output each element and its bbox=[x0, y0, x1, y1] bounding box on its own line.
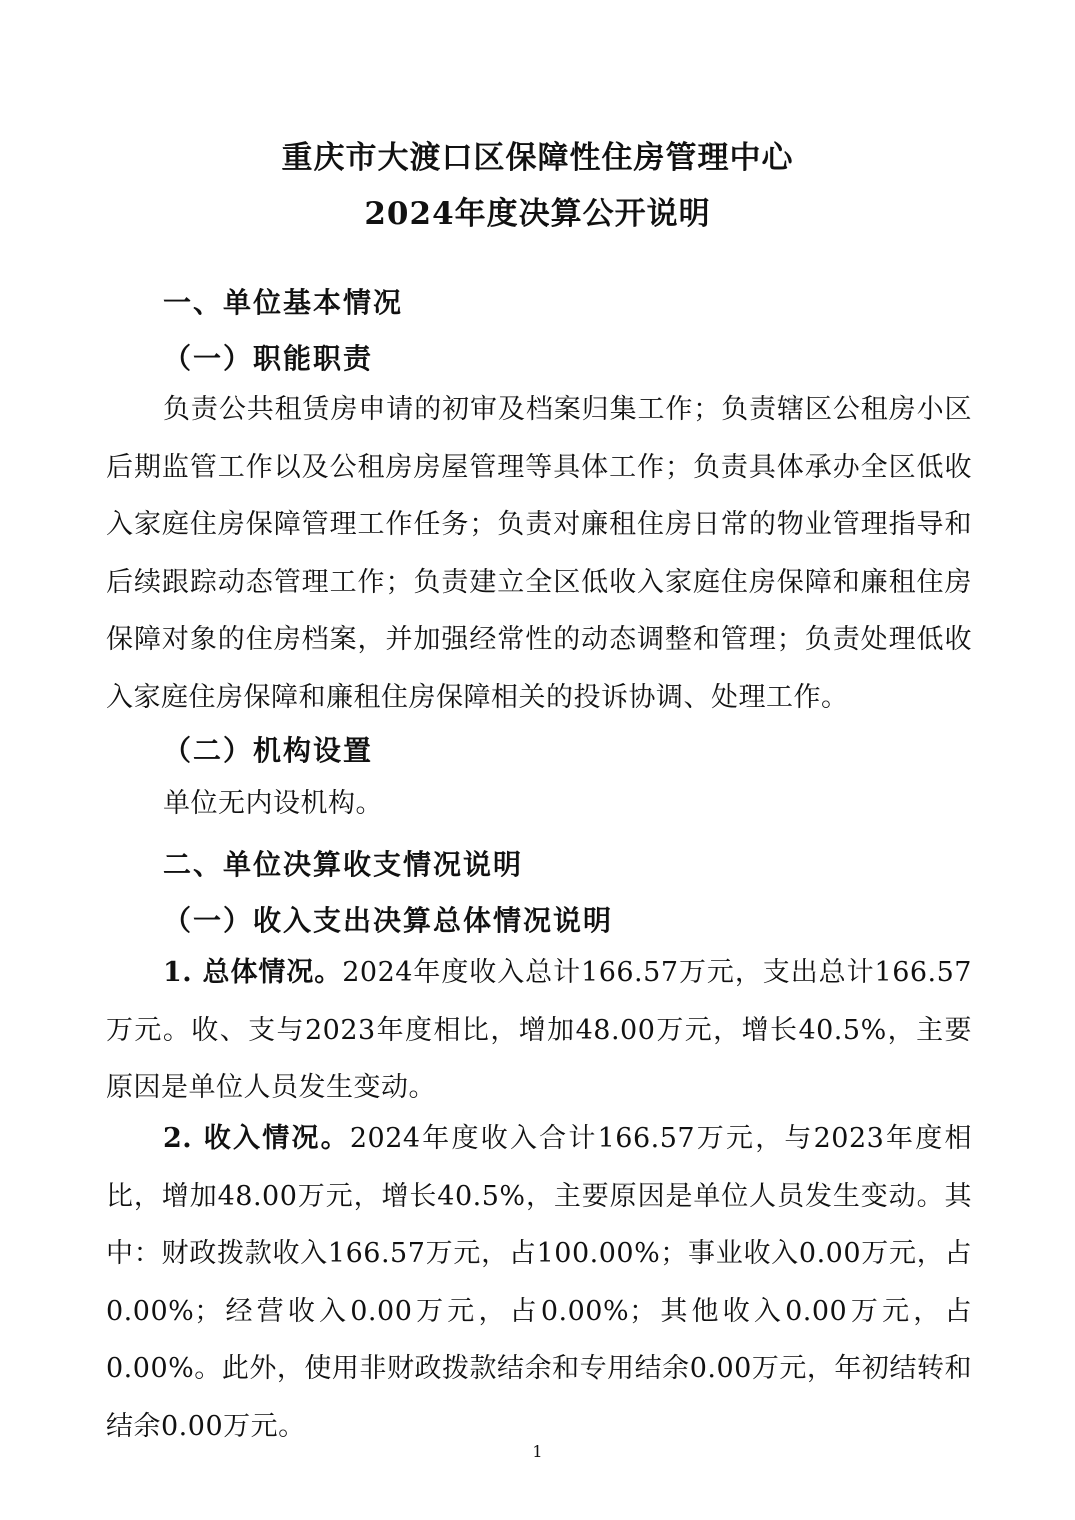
item2-text: 2024年度收入合计166.57万元，与2023年度相比，增加48.00万元，增长40.5%，主要原因是单位人员发生变动。其中：财政拨款收入166.57万元，占100.00%；事业收入0.00万元，占0.00%；经营收入0.00万元，占0.00%；其他收入0.00万元，占0.00%。此外，使用非财政拨款结余和专用结余0.00万元，年初结转和结余0.00万元。 bbox=[106, 1123, 972, 1442]
item2-paragraph bbox=[106, 1110, 972, 1455]
document-title-line1: 重庆市大渡口区保障性住房管理中心 bbox=[281, 140, 794, 176]
section1-heading: 一、单位基本情况 bbox=[163, 286, 404, 319]
section2-heading: 二、单位决算收支情况说明 bbox=[163, 848, 524, 881]
item1-text: 2024年度收入总计166.57万元，支出总计166.57万元。收、支与2023年度相比，增加48.00万元，增长40.5%，主要原因是单位人员发生变动。 bbox=[106, 957, 972, 1103]
page-number: 1 bbox=[532, 1442, 543, 1461]
sub1-paragraph: 负责公共租赁房申请的初审及档案归集工作；负责辖区公租房小区后期监管工作以及公租房房屋管理等具体工作；负责具体承办全区低收入家庭住房保障管理工作任务；负责对廉租住房日常的物业管理指导和后续跟踪动态管理工作；负责建立全区低收入家庭住房保障和廉租住房保障对象的住房档案，并加强经常性的动态调整和管理；负责处理低收入家庭住房保障和廉租住房保障相关的投诉协调、处理工作。 bbox=[106, 394, 972, 713]
item2-lead: 2. 收入情况。 bbox=[163, 1123, 350, 1154]
item1-paragraph bbox=[106, 944, 972, 1117]
item1-lead: 1. 总体情况。 bbox=[163, 957, 343, 988]
sub1-heading: （一）职能职责 bbox=[163, 342, 374, 375]
sub2-heading: （二）机构设置 bbox=[163, 734, 374, 767]
sub2-paragraph: 单位无内设机构。 bbox=[163, 788, 383, 819]
document-title-line2: 2024年度决算公开说明 bbox=[364, 196, 711, 232]
sub3-heading: （一）收入支出决算总体情况说明 bbox=[163, 904, 614, 937]
